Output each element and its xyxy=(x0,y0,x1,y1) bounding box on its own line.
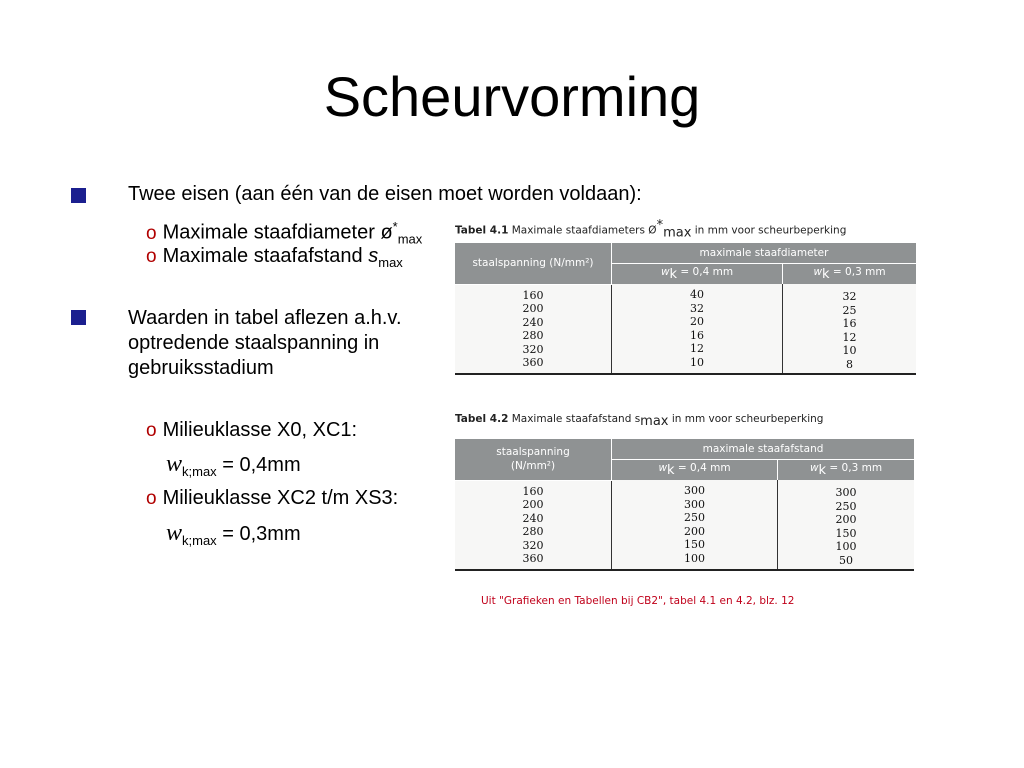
cell: 280 xyxy=(522,525,544,538)
formula-symbol: w xyxy=(166,451,183,477)
wk-symbol: w xyxy=(660,265,670,278)
cell: 25 xyxy=(842,303,857,317)
sub-item-staafafstand xyxy=(146,244,403,275)
cell: 360 xyxy=(522,356,544,369)
cell: 50 xyxy=(839,553,853,567)
wk04-column xyxy=(612,284,783,374)
wk04-column xyxy=(612,480,778,570)
cell: 200 xyxy=(522,302,544,315)
bullet-2-line-2: optredende staalspanning in xyxy=(128,332,380,354)
table-row xyxy=(455,480,914,570)
sub-text: max xyxy=(397,231,423,247)
caption-sup: * xyxy=(656,218,664,233)
cell: 240 xyxy=(522,511,544,525)
symbol-text: s xyxy=(368,245,379,267)
header-line: staalspanning xyxy=(496,446,570,459)
cell: 300 xyxy=(835,486,857,499)
cell: 280 xyxy=(522,329,544,342)
formula-wk-04 xyxy=(166,451,301,479)
wk-value: = 0,4 mm xyxy=(674,461,731,474)
wk-sub: k xyxy=(667,463,675,479)
cell: 240 xyxy=(522,315,544,329)
wk-value: = 0,4 mm xyxy=(677,265,734,278)
formula-value: = 0,4mm xyxy=(216,454,301,476)
wk-symbol: w xyxy=(813,265,823,278)
cell: 320 xyxy=(522,342,544,356)
cell: 160 xyxy=(522,288,544,302)
sub-bullet-icon: o xyxy=(146,222,157,244)
cell: 150 xyxy=(835,526,857,540)
formula-sub: k;max xyxy=(182,464,217,479)
sub-item-text: Maximale staafafstand xyxy=(162,245,369,267)
col-header-wk-04 xyxy=(612,460,778,481)
table-row xyxy=(455,284,916,374)
col-header-wk-03 xyxy=(778,460,915,481)
cell: 250 xyxy=(684,511,705,524)
sup-text: * xyxy=(392,219,398,234)
formula-sub: k;max xyxy=(182,533,217,548)
table-1-label: Tabel 4.1 xyxy=(455,224,509,237)
table-2-label: Tabel 4.2 xyxy=(455,413,509,425)
table-staafafstand xyxy=(455,439,914,571)
bullet-2-line-1: Waarden in tabel aflezen a.h.v. xyxy=(128,307,402,329)
sub-text: max xyxy=(378,255,403,270)
cell: 300 xyxy=(684,497,705,511)
cell: 150 xyxy=(684,538,705,551)
sub-bullet-icon: o xyxy=(146,420,157,441)
cell: 300 xyxy=(684,484,705,497)
col-header-group: maximale staafdiameter xyxy=(612,243,917,264)
formula-value: = 0,3mm xyxy=(216,523,301,545)
cell: 360 xyxy=(522,552,544,565)
col-header-group: maximale staafafstand xyxy=(612,439,915,460)
table-staafdiameter xyxy=(455,243,916,375)
cell: 200 xyxy=(835,513,857,526)
col-header-wk-03 xyxy=(783,264,917,285)
caption-sub: max xyxy=(663,225,692,241)
cell: 320 xyxy=(522,538,544,552)
cell: 100 xyxy=(684,551,705,565)
cell: 200 xyxy=(522,498,544,511)
cell: 32 xyxy=(842,290,857,303)
cell: 160 xyxy=(522,484,544,498)
wk03-column xyxy=(778,480,915,570)
sub-bullet-icon: o xyxy=(146,488,157,509)
bullet-2-line-3: gebruiksstadium xyxy=(128,357,274,379)
sub-item-milieuklasse-x0 xyxy=(146,418,357,443)
source-note: Uit "Grafieken en Tabellen bij CB2", tabel 4.1 en 4.2, blz. 12 xyxy=(481,595,795,607)
table-2-caption xyxy=(455,413,823,429)
formula-wk-03 xyxy=(166,520,301,548)
caption-tail: in mm voor scheurbeperking xyxy=(668,413,824,425)
cell: 200 xyxy=(684,524,705,538)
stress-column xyxy=(455,284,612,374)
cell: 10 xyxy=(842,344,857,357)
cell: 16 xyxy=(842,317,857,330)
cell: 20 xyxy=(690,315,704,328)
cell: 10 xyxy=(690,355,704,369)
table-1-caption-text: Maximale staafdiameters Ø xyxy=(508,224,657,237)
table-2-caption-text: Maximale staafafstand s xyxy=(508,413,641,425)
cell: 100 xyxy=(835,540,857,553)
stress-column xyxy=(455,480,612,570)
col-header-wk-04 xyxy=(612,264,783,285)
caption-tail: in mm voor scheurbeperking xyxy=(691,224,847,237)
wk-sub: k xyxy=(822,267,830,283)
wk-sub: k xyxy=(818,463,827,479)
sub-item-text: Milieuklasse X0, XC1: xyxy=(162,419,358,441)
cell: 250 xyxy=(835,499,857,513)
slide-title: Scheurvorming xyxy=(323,65,701,128)
wk-value: = 0,3 mm xyxy=(826,461,883,474)
sub-bullet-icon: o xyxy=(146,246,157,267)
header-line: (N/mm²) xyxy=(510,460,556,473)
wk-symbol: w xyxy=(809,461,819,474)
cell: 32 xyxy=(690,301,704,315)
wk03-column xyxy=(783,284,917,374)
cell: 40 xyxy=(690,288,704,301)
cell: 12 xyxy=(842,330,857,344)
formula-symbol: w xyxy=(166,520,183,546)
wk-value: = 0,3 mm xyxy=(829,265,886,278)
cell: 8 xyxy=(846,357,853,371)
sub-item-text: Maximale staafdiameter ø xyxy=(162,221,393,244)
caption-sub: max xyxy=(640,414,669,430)
sub-item-milieuklasse-xc2 xyxy=(146,486,398,511)
col-header-staalspanning xyxy=(455,439,612,480)
table-1-caption xyxy=(455,218,846,241)
bullet-square-icon xyxy=(71,310,86,325)
wk-symbol: w xyxy=(658,461,668,474)
wk-sub: k xyxy=(669,267,678,283)
cell: 16 xyxy=(690,328,704,342)
sub-item-text: Milieuklasse XC2 t/m XS3: xyxy=(162,487,399,509)
col-header-staalspanning: staalspanning (N/mm²) xyxy=(455,243,612,284)
bullet-square-icon xyxy=(71,188,86,203)
bullet-1-text: Twee eisen (aan één van de eisen moet worden voldaan): xyxy=(128,183,642,205)
cell: 12 xyxy=(690,342,704,355)
